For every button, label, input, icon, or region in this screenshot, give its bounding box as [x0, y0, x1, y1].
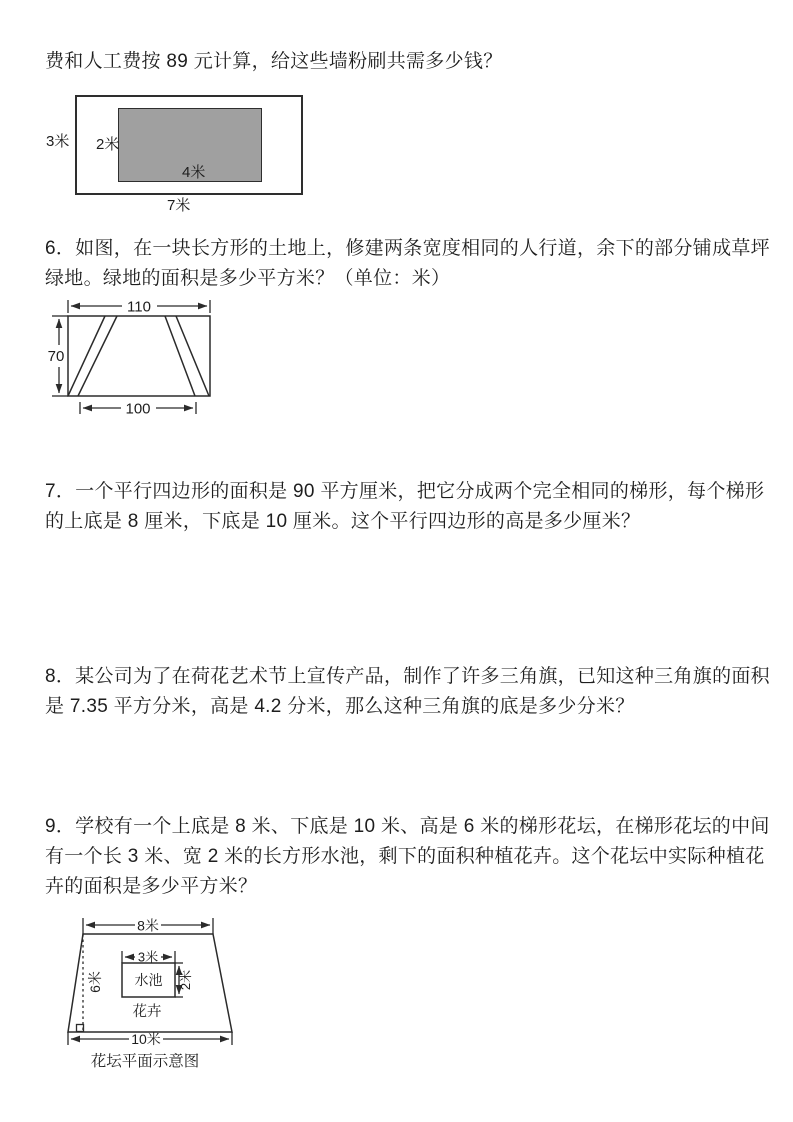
problem-7-line-1: 7．一个平行四边形的面积是 90 平方厘米，把它分成两个完全相同的梯形，每个梯形	[45, 481, 765, 502]
wall-diagram	[45, 93, 335, 225]
flowers-label: 花卉	[132, 1004, 162, 1020]
problem-8-line-1: 8．某公司为了在荷花艺术节上宣传产品，制作了许多三角旗，已知这种三角旗的面积	[45, 666, 770, 687]
land-rect	[68, 316, 210, 396]
walkway-1-left-edge	[68, 316, 105, 396]
wall-inner-width-label: 4米	[182, 164, 206, 181]
problem-8	[45, 662, 769, 722]
problem-7-line-2: 的上底是 8 厘米，下底是 10 厘米。这个平行四边形的高是多少厘米？	[45, 511, 641, 532]
problem-9-line-3: 卉的面积是多少平方米？	[45, 876, 258, 897]
intro-paragraph	[45, 47, 769, 77]
walkway-2-left-edge	[165, 316, 195, 396]
land-bottom-width-label: 100	[125, 400, 151, 418]
garden-caption: 花坛平面示意图	[90, 1053, 200, 1070]
problem-6-line-1: 6．如图，在一块长方形的土地上，修建两条宽度相同的人行道，余下的部分铺成草坪	[45, 238, 770, 259]
wall-outer-width-label: 7米	[167, 197, 191, 214]
wall-outer-height-label: 3米	[46, 133, 70, 150]
garden-height-label: 6米	[87, 971, 103, 993]
pool-label: 水池	[134, 972, 163, 988]
land-top-width-label: 110	[127, 298, 151, 316]
garden-bottom-width-label: 10米	[131, 1031, 161, 1047]
problem-6-line-2: 绿地。绿地的面积是多少平方米？（单位：米）	[45, 268, 451, 289]
pool-width-label: 3米	[137, 949, 159, 965]
land-diagram	[45, 298, 230, 423]
wall-inner-height-label: 2米	[96, 136, 120, 153]
problem-6	[45, 234, 769, 294]
problem-8-line-2: 是 7.35 平方分米，高是 4.2 分米，那么这种三角旗的底是多少分米？	[45, 696, 635, 717]
garden-top-width-label: 8米	[137, 917, 159, 934]
problem-7	[45, 477, 769, 537]
walkway-1-right-edge	[78, 316, 117, 396]
land-height-label: 70	[47, 348, 65, 365]
walkway-2-right-edge	[176, 316, 209, 396]
garden-diagram	[55, 915, 245, 1080]
problem-9	[45, 812, 769, 902]
pool-height-label: 2米	[178, 969, 193, 991]
problem-9-line-2: 有一个长 3 米、宽 2 米的长方形水池，剩下的面积种植花卉。这个花坛中实际种植花	[45, 846, 765, 867]
problem-9-line-1: 9．学校有一个上底是 8 米、下底是 10 米、高是 6 米的梯形花坛，在梯形花坛的中间	[45, 816, 770, 837]
intro-line: 费和人工费按 89 元计算，给这些墙粉刷共需多少钱？	[45, 51, 503, 72]
